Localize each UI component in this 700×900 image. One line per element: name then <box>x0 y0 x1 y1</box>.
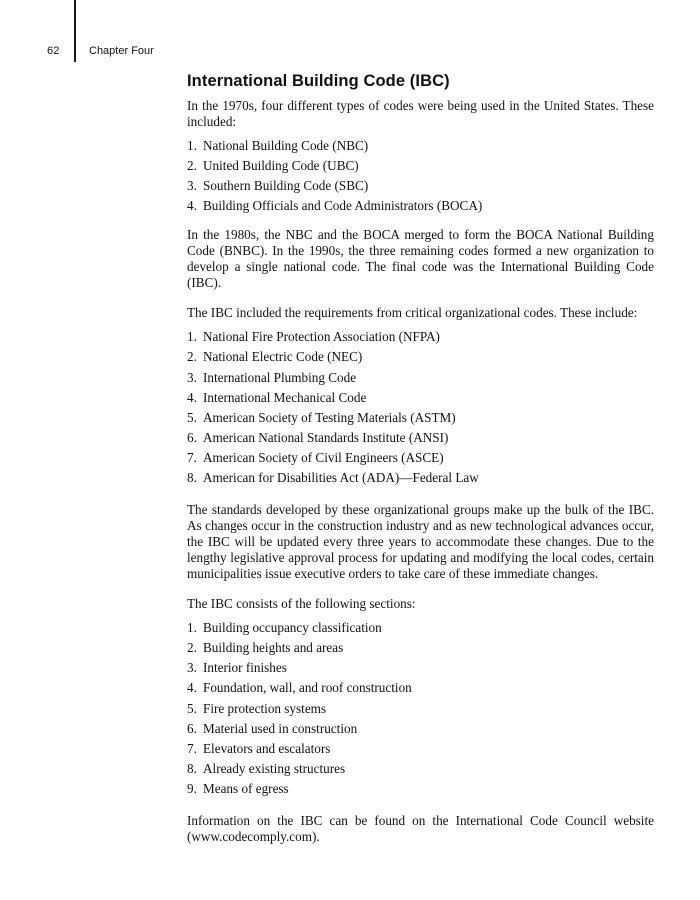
section-heading: International Building Code (IBC) <box>187 72 450 90</box>
list-item: 8. Already existing structures <box>187 760 346 776</box>
resources-paragraph: Information on the IBC can be found on the International Code Council website (www.codecomply.com). <box>187 812 654 844</box>
list-item: 1. Building occupancy classification <box>187 620 382 636</box>
list-item: 4. Building Officials and Code Administrators (BOCA) <box>187 198 483 214</box>
list-item: 7. American Society of Civil Engineers (ASCE) <box>187 449 444 465</box>
list-item: 6. Material used in construction <box>187 720 358 736</box>
list-item: 1. National Fire Protection Association (NFPA) <box>187 329 440 345</box>
page-content <box>187 70 654 845</box>
list-item: 6. American National Standards Institute (ANSI) <box>187 429 449 445</box>
list-item: 9. Means of egress <box>187 780 289 796</box>
list-item: 8. American for Disabilities Act (ADA)—Federal Law <box>187 470 479 486</box>
list-item: 5. Fire protection systems <box>187 700 327 716</box>
list-item: 7. Elevators and escalators <box>187 740 331 756</box>
history-paragraph: In the 1980s, the NBC and the BOCA merged to form the BOCA National Building Code (BNBC). In the 1990s, the three remaining codes formed a new organization to develop a single national code. The final code was the International Building Code (IBC). <box>187 227 654 291</box>
requirements-intro: The IBC included the requirements from critical organizational codes. These include: <box>187 305 638 321</box>
list-item: 1. National Building Code (NBC) <box>187 138 369 153</box>
list-item: 2. Building heights and areas <box>187 640 344 656</box>
list-item: 3. Interior finishes <box>187 660 287 676</box>
organizational-codes-list <box>187 327 654 488</box>
header-divider <box>74 0 76 62</box>
ibc-sections-list <box>187 618 654 799</box>
sections-intro: The IBC consists of the following sections: <box>187 596 416 612</box>
list-item: 4. Foundation, wall, and roof construction <box>187 680 412 696</box>
chapter-label: Chapter Four <box>89 45 154 57</box>
page-number: 62 <box>47 45 60 57</box>
intro-paragraph: In the 1970s, four different types of codes were being used in the United States. These included: <box>187 98 654 129</box>
list-item: 3. Southern Building Code (SBC) <box>187 178 369 194</box>
list-item: 2. United Building Code (UBC) <box>187 158 359 174</box>
standards-paragraph: The standards developed by these organizational groups make up the bulk of the IBC. As changes occur in the construction industry and as new technological advances occur, the IBC will be updated every three years to accommodate these changes. Due to the lengthy legislative approval process for updating and modifying the local codes, certain municipalities issue executive orders to take care of these immediate changes. <box>187 502 654 582</box>
list-item: 5. American Society of Testing Materials (ASTM) <box>187 409 456 425</box>
code-types-list <box>187 136 654 216</box>
list-item: 4. International Mechanical Code <box>187 389 367 405</box>
list-item: 3. International Plumbing Code <box>187 369 357 385</box>
list-item: 2. National Electric Code (NEC) <box>187 349 363 365</box>
